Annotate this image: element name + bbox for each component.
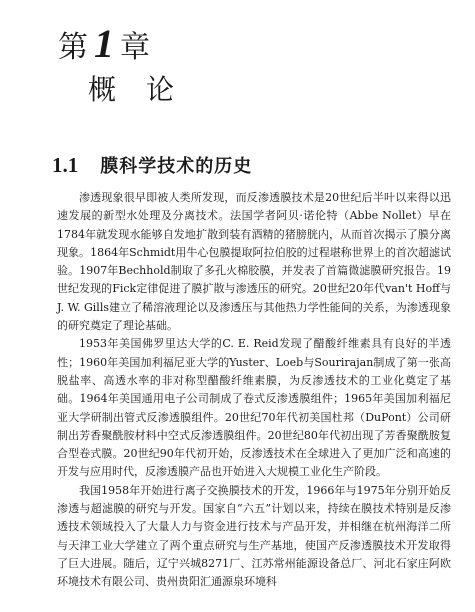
body-text [57, 189, 451, 592]
section-heading [52, 152, 252, 178]
chapter-heading [58, 21, 152, 68]
paragraph: 渗透现象很早即被人类所发现，而反渗透膜技术是20世纪后半叶以来得以迅速发展的新型水处理及分离技术。法国学者阿贝·诺伦特（Abbe Nollet）早在1784年就发现水能够自发地扩散到装有酒精的猪膀胱内，从而首次揭示了膜分离现象。1864年Schmidt用牛心包膜提取阿拉伯胶的过程堪称世界上的首次超滤试验。1907年Bechhold制取了多孔火棉胶膜，并发表了首篇微滤膜研究报告。19世纪发现的Fick定律促进了膜扩散与渗透压的研究。20世纪20年代van't Hoff与J. W. Gills建立了稀溶液理论以及渗透压与其他热力学性能间的关系，为渗透现象的研究奠定了理论基础。 [57, 191, 451, 333]
chapter-suffix: 章 [120, 30, 152, 65]
section-number: 1.1 [52, 153, 79, 177]
chapter-number: 1 [94, 21, 116, 66]
chapter-title: 概论 [88, 73, 205, 106]
paragraph: 我国1958年开始进行离子交换膜技术的开发，1966年与1975年分别开始反渗透与超滤膜的研究与开发。国家自“六五”计划以来，持续在膜技术特别是反渗透技术领域投入了大量人力与资金进行技术与产品开发，并相继在杭州海洋二所与天津工业大学建立了两个重点研究与生产基地，使国产反渗透膜技术开发取得了巨大进展。随后，辽宁兴城8271厂、江苏常州能源设备总厂、河北石家庄阿欧环境技术有限公司、贵州贵阳汇通源泉环境科 [57, 483, 451, 589]
chapter-prefix: 第 [58, 30, 90, 65]
paragraph: 1953年美国佛罗里达大学的C. E. Reid发现了醋酸纤维素具有良好的半透性；1960年美国加利福尼亚大学的Yuster、Loeb与Sourirajan制成了第一张高脱盐率、高透水率的非对称型醋酸纤维素膜，为反渗透技术的工业化奠定了基础。1964年美国通用电子公司制成了卷式反渗透膜组件；1965年美国加利福尼亚大学研制出管式反渗透膜组件。20世纪70年代初美国杜邦（DuPont）公司研制出芳香聚酰胺材料中空式反渗透膜组件。20世纪80年代初出现了芳香聚酰胺复合型卷式膜。20世纪90年代初开始，反渗透技术在全球进入了更加广泛和高速的开发与应用时代，反渗透膜产品也开始进入大规模工业化生产阶段。 [57, 337, 451, 479]
section-title: 膜科学技术的历史 [100, 156, 253, 177]
